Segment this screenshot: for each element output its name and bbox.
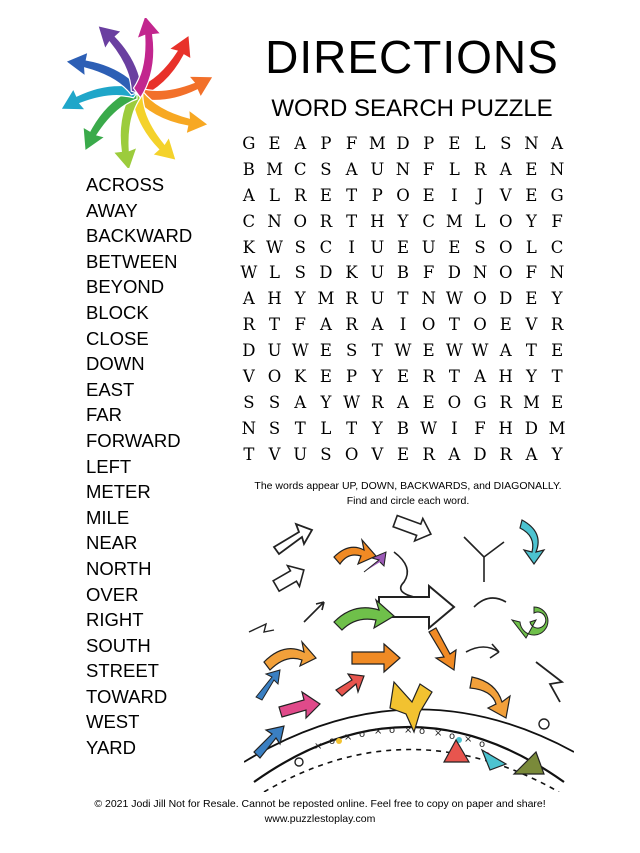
grid-letter[interactable]: N [395,159,411,179]
grid-letter[interactable]: Y [294,289,306,309]
grid-letter[interactable]: Y [551,444,563,464]
grid-letter[interactable]: Y [371,367,383,387]
word-list-item: EAST [86,378,135,400]
word-list-item: CLOSE [86,327,149,349]
grid-letter[interactable]: T [243,444,255,464]
word-list-item: STREET [86,660,159,682]
grid-letter[interactable]: E [525,159,538,179]
grid-letter[interactable]: E [551,392,564,412]
grid-letter[interactable]: R [422,367,435,387]
grid-letter[interactable]: U [370,237,385,257]
grid-letter[interactable]: Y [525,211,537,231]
grid-letter[interactable]: E [422,392,435,412]
grid-letter[interactable]: E [551,341,564,361]
svg-text:o: o [329,736,336,747]
grid-letter[interactable]: M [522,392,540,412]
grid-letter[interactable]: A [499,159,512,179]
grid-letter[interactable]: D [473,444,487,464]
grid-letter[interactable]: E [268,134,281,153]
grid-row [236,390,570,416]
grid-letter[interactable]: O [344,444,359,464]
grid-letter[interactable]: A [525,444,538,464]
grid-letter[interactable]: S [474,237,486,257]
grid-letter[interactable]: P [423,134,435,153]
grid-letter[interactable]: T [294,418,306,438]
grid-letter[interactable]: G [473,392,487,412]
grid-letter[interactable]: M [548,418,566,438]
grid-letter[interactable]: W [394,341,412,361]
grid-letter[interactable]: W [445,289,463,309]
grid-letter[interactable]: O [421,315,436,335]
grid-letter[interactable]: O [498,263,513,283]
grid-letter[interactable]: C [242,211,256,231]
grid-letter[interactable]: P [346,367,358,387]
grid-letter[interactable]: Y [551,289,563,309]
grid-letter[interactable]: C [319,237,333,257]
grid-letter[interactable]: C [422,211,435,231]
grid-letter[interactable]: H [267,289,282,309]
word-list-item: METER [86,481,151,503]
grid-letter[interactable]: V [268,444,281,464]
grid-letter[interactable]: S [500,134,512,153]
grid-letter[interactable]: Y [397,211,409,231]
grid-letter[interactable]: A [448,444,461,464]
grid-letter[interactable]: F [525,263,538,283]
grid-letter[interactable]: E [319,185,332,205]
grid-letter[interactable]: A [242,289,255,309]
grid-letter[interactable]: E [396,444,409,464]
word-list-item: DOWN [86,353,145,375]
grid-letter[interactable]: E [499,315,512,335]
grid-letter[interactable]: L [320,418,332,438]
grid-letter[interactable]: S [345,341,358,361]
grid-letter[interactable]: O [267,367,282,387]
website-link[interactable]: www.puzzlestoplay.com [264,813,376,825]
grid-letter[interactable]: R [550,315,564,335]
grid-letter[interactable]: G [242,134,256,153]
word-list-item: OVER [86,583,139,605]
word-list-item: BACKWARD [86,225,193,247]
grid-letter[interactable]: W [291,341,309,361]
grid-letter[interactable]: N [549,159,565,179]
word-list-item: RIGHT [86,609,144,631]
svg-text:×: × [404,725,413,736]
grid-row [236,338,570,364]
grid-letter[interactable]: G [550,185,564,205]
grid-letter[interactable]: Y [371,418,383,438]
grid-letter[interactable]: L [269,185,281,205]
grid-letter[interactable]: C [550,237,564,257]
word-list-item: AWAY [86,199,138,221]
puzzle-title: DIRECTIONS [265,31,559,83]
grid-letter[interactable]: A [242,185,255,205]
grid-letter[interactable]: A [499,341,512,361]
svg-text:×: × [314,741,323,752]
grid-letter[interactable]: B [396,418,410,438]
grid-letter[interactable]: P [371,185,383,205]
grid-letter[interactable]: U [370,159,385,179]
grid-row [236,442,570,468]
grid-letter[interactable]: R [473,159,487,179]
grid-letter[interactable]: S [243,392,255,412]
grid-letter[interactable]: D [396,134,410,153]
grid-letter[interactable]: S [294,263,306,283]
instructions-line-2: Find and circle each word. [346,495,470,507]
grid-letter[interactable]: Y [320,392,332,412]
grid-letter[interactable]: S [320,444,332,464]
grid-row [236,209,570,235]
grid-letter[interactable]: O [473,289,487,309]
grid-letter[interactable]: E [319,341,332,361]
grid-letter[interactable]: E [422,185,435,205]
grid-letter[interactable]: V [525,315,538,335]
word-list-item: ACROSS [86,174,165,195]
grid-letter[interactable]: L [474,211,486,231]
footer [0,797,640,827]
grid-row [236,286,570,312]
grid-letter[interactable]: E [448,237,461,257]
grid-letter[interactable]: D [319,263,333,283]
word-list-item: MILE [86,506,130,528]
grid-letter[interactable]: A [294,134,307,153]
grid-letter[interactable]: L [448,159,460,179]
grid-row [236,157,570,183]
grid-letter[interactable]: T [346,211,358,231]
grid-letter[interactable]: R [242,315,256,335]
grid-letter[interactable]: V [499,185,512,205]
grid-letter[interactable]: A [345,159,358,179]
grid-letter[interactable]: H [498,418,513,438]
grid-letter[interactable]: I [399,315,407,335]
grid-letter[interactable]: T [551,367,563,387]
grid-letter[interactable]: A [319,315,332,335]
grid-letter[interactable]: W [420,418,438,438]
rainbow-arrows-logo [62,18,212,168]
grid-letter[interactable]: B [396,263,410,283]
word-list-item: BETWEEN [86,250,178,272]
grid-letter[interactable]: H [498,367,513,387]
svg-text:×: × [374,726,383,737]
grid-letter[interactable]: O [498,237,513,257]
grid-letter[interactable]: W [266,237,284,257]
grid-letter[interactable]: O [498,211,513,231]
grid-letter[interactable]: F [345,134,358,153]
grid-letter[interactable]: N [524,134,539,153]
grid-letter[interactable]: A [371,315,384,335]
grid-letter[interactable]: D [499,289,513,309]
grid-letter[interactable]: H [370,211,385,231]
grid-letter[interactable]: T [448,367,460,387]
word-list-item: BLOCK [86,301,149,323]
grid-letter[interactable]: L [269,263,281,283]
grid-letter[interactable]: N [241,418,257,438]
grid-letter[interactable]: U [267,341,282,361]
grid-letter[interactable]: R [499,444,512,464]
word-list-item: FORWARD [86,429,181,451]
word-list-item: SOUTH [86,634,151,656]
grid-letter[interactable]: A [397,392,409,412]
grid-letter[interactable]: O [396,185,410,205]
grid-letter[interactable]: E [422,341,435,361]
grid-letter[interactable]: T [269,315,281,335]
grid-letter[interactable]: F [422,159,435,179]
grid-letter[interactable]: L [474,134,486,153]
grid-letter[interactable]: T [397,289,409,309]
grid-row [236,416,570,442]
grid-letter[interactable]: V [371,444,384,464]
grid-row [236,312,570,338]
grid-letter[interactable]: P [320,134,332,153]
copyright-text: © 2021 Jodi Jill Not for Resale. Cannot be reposted online. Feel free to copy on paper and share! [94,798,546,810]
grid-letter[interactable]: I [348,237,355,257]
grid-letter[interactable]: L [525,237,537,257]
grid-letter[interactable]: R [371,392,384,412]
grid-letter[interactable]: F [422,263,435,283]
svg-text:×: × [434,728,443,739]
instructions-line-1: The words appear UP, DOWN, BACKWARDS, and DIAGONALLY. [254,480,562,492]
word-list [86,172,192,761]
grid-letter[interactable]: K [242,237,255,257]
grid-letter[interactable]: F [294,315,306,335]
svg-text:o: o [389,725,396,736]
grid-letter[interactable]: T [525,341,537,361]
letter-grid [236,131,570,468]
grid-row [236,235,570,261]
grid-letter[interactable]: V [242,367,255,387]
grid-letter[interactable]: F [474,418,486,438]
grid-letter[interactable]: D [447,263,461,283]
grid-letter[interactable]: J [476,185,484,205]
word-list-item: BEYOND [86,276,165,298]
grid-letter[interactable]: R [345,289,358,309]
doodle-arrows-illustration [244,512,574,792]
grid-letter[interactable]: D [242,341,256,361]
grid-letter[interactable]: I [451,185,458,205]
grid-letter[interactable]: F [551,211,563,231]
grid-letter[interactable]: T [371,341,383,361]
grid-letter[interactable]: N [267,211,282,231]
grid-letter[interactable]: Y [525,367,537,387]
grid-letter[interactable]: W [471,341,489,361]
grid-letter[interactable]: R [319,211,333,231]
grid-row [236,183,570,209]
grid-letter[interactable]: U [370,263,385,283]
grid-letter[interactable]: E [448,134,461,153]
grid-letter[interactable]: E [525,185,538,205]
svg-text:o: o [449,731,456,742]
grid-letter[interactable]: M [368,134,386,153]
grid-letter[interactable]: N [549,263,565,283]
grid-letter[interactable]: N [421,289,436,309]
grid-letter[interactable]: N [472,263,488,283]
grid-letter[interactable]: K [345,263,358,283]
svg-text:×: × [344,732,353,743]
grid-letter[interactable]: U [293,444,308,464]
word-list-item: FAR [86,404,122,426]
word-list-item: NORTH [86,557,152,579]
grid-letter[interactable]: A [551,134,564,153]
grid-letter[interactable]: U [370,289,385,309]
svg-text:o: o [419,726,426,737]
grid-letter[interactable]: D [524,418,539,438]
grid-row [236,131,570,157]
grid-letter[interactable]: O [473,315,487,335]
grid-letter[interactable]: W [240,263,258,283]
grid-letter[interactable]: B [242,159,255,179]
grid-letter[interactable]: A [474,367,486,387]
grid-letter[interactable]: E [396,367,409,387]
grid-letter[interactable]: M [445,211,463,231]
grid-letter[interactable]: K [294,367,307,387]
word-list-item: WEST [86,711,140,733]
grid-letter[interactable]: R [345,315,358,335]
grid-letter[interactable]: R [422,444,435,464]
svg-text:o: o [479,739,486,750]
grid-letter[interactable]: S [268,392,281,412]
instructions [222,479,594,509]
grid-letter[interactable]: M [266,159,283,179]
grid-letter[interactable]: E [396,237,409,257]
grid-letter[interactable]: T [448,315,460,335]
grid-letter[interactable]: A [294,392,307,412]
svg-text:×: × [464,734,473,745]
word-list-item: YARD [86,737,137,759]
puzzle-subtitle: WORD SEARCH PUZZLE [271,95,553,122]
grid-letter[interactable]: O [293,211,307,231]
grid-letter[interactable]: R [294,185,307,205]
word-list-item: LEFT [86,455,132,477]
grid-letter[interactable]: E [319,367,332,387]
grid-letter[interactable]: U [421,237,436,257]
grid-letter[interactable]: S [294,237,306,257]
word-list-item: NEAR [86,532,138,554]
grid-letter[interactable]: W [343,392,361,412]
grid-letter[interactable]: S [268,418,281,438]
grid-row [236,364,570,390]
grid-letter[interactable]: S [320,159,332,179]
grid-letter[interactable]: T [346,185,358,205]
grid-row [236,260,570,286]
grid-letter[interactable]: E [525,289,538,309]
svg-text:o: o [359,729,366,740]
grid-letter[interactable]: C [293,159,307,179]
grid-letter[interactable]: T [346,418,358,438]
grid-letter[interactable]: R [499,392,512,412]
grid-letter[interactable]: W [445,341,463,361]
grid-letter[interactable]: I [451,418,458,438]
grid-letter[interactable]: M [317,289,335,309]
word-list-item: TOWARD [86,685,168,707]
grid-letter[interactable]: O [447,392,462,412]
